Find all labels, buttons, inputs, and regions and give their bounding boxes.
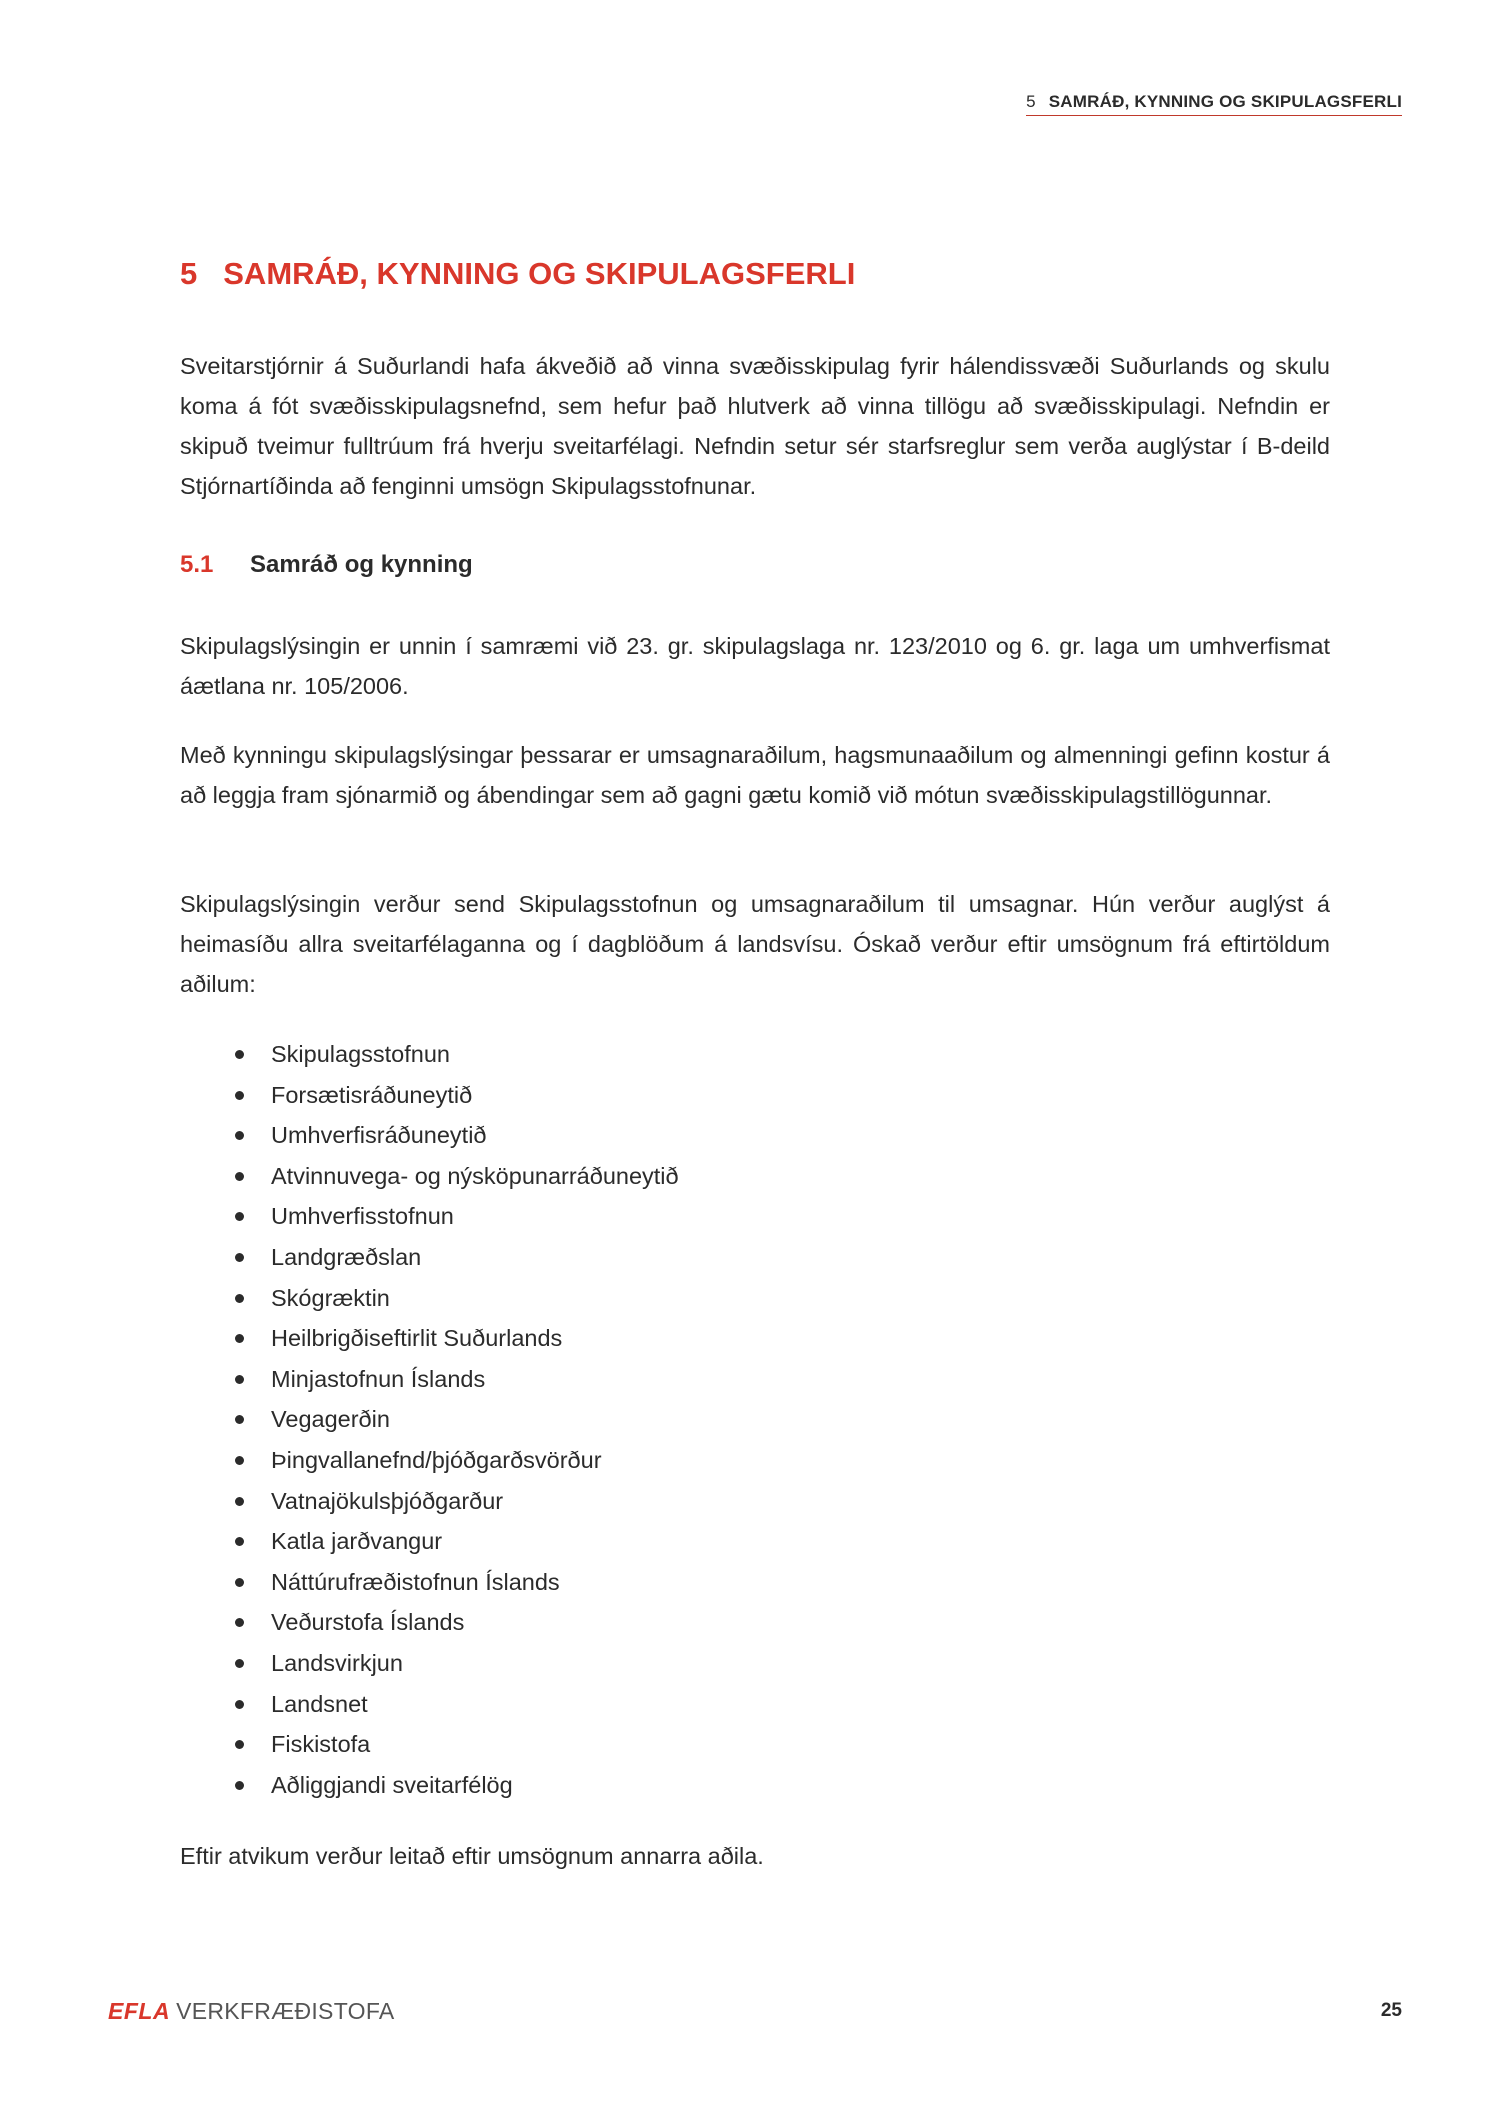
list-item: Vegagerðin: [180, 1399, 679, 1440]
running-header-title: SAMRÁÐ, KYNNING OG SKIPULAGSFERLI: [1048, 92, 1402, 111]
list-item: Landgræðslan: [180, 1237, 679, 1278]
list-item: Veðurstofa Íslands: [180, 1602, 679, 1643]
section-number: 5: [180, 256, 198, 291]
page-number: 25: [1380, 2000, 1402, 2021]
closing-paragraph: Eftir atvikum verður leitað eftir umsögnum annarra aðila.: [180, 1843, 764, 1869]
list-item: Þingvallanefnd/þjóðgarðsvörður: [180, 1440, 679, 1481]
list-item: Landsnet: [180, 1684, 679, 1725]
list-item: Katla jarðvangur: [180, 1521, 679, 1562]
list-item: Skipulagsstofnun: [180, 1034, 679, 1075]
list-item: Skógræktin: [180, 1278, 679, 1319]
list-item: Umhverfisráðuneytið: [180, 1115, 679, 1156]
list-item: Vatnajökulsþjóðgarður: [180, 1481, 679, 1522]
footer-logo: [108, 1998, 395, 2025]
subsection-heading: [180, 551, 473, 579]
paragraph-legal-basis: Skipulagslýsingin er unnin í samræmi við 23. gr. skipulagslaga nr. 123/2010 og 6. gr. laga um umhverfismat áætlana nr. 105/2006.: [180, 633, 1330, 699]
subsection-number: 5.1: [180, 551, 214, 578]
intro-paragraph: Sveitarstjórnir á Suðurlandi hafa ákveðið að vinna svæðisskipulag fyrir hálendissvæði Suðurlands og skulu koma á fót svæðisskipulagsnefnd, sem hefur það hlutverk að vinna tillögu að svæðisskipulagi. Nefndin er skipuð tveimur fulltrúum frá hverju sveitarfélagi. Nefndin setur sér starfsreglur sem verða auglýstar í B-deild Stjórnartíðinda að fenginni umsögn Skipulagsstofnunar.: [180, 353, 1330, 499]
list-item: Fiskistofa: [180, 1724, 679, 1765]
list-item: Aðliggjandi sveitarfélög: [180, 1765, 679, 1806]
paragraph-review: Skipulagslýsingin verður send Skipulagsstofnun og umsagnaraðilum til umsagnar. Hún verður auglýst á heimasíðu allra sveitarfélaganna og í dagblöðum á landsvísu. Óskað verður eftir umsögnum frá eftirtöldum aðilum:: [180, 891, 1330, 997]
list-item: Landsvirkjun: [180, 1643, 679, 1684]
paragraph-consultation: Með kynningu skipulagslýsingar þessarar er umsagnaraðilum, hagsmunaaðilum og almenningi gefinn kostur á að leggja fram sjónarmið og ábendingar sem að gagni gætu komið við mótun svæðisskipulagstillögunnar.: [180, 742, 1330, 808]
section-title: SAMRÁÐ, KYNNING OG SKIPULAGSFERLI: [223, 256, 856, 291]
running-header-number: 5: [1026, 92, 1036, 111]
list-item: Umhverfisstofnun: [180, 1196, 679, 1237]
stakeholder-list: [180, 1034, 679, 1805]
list-item: Forsætisráðuneytið: [180, 1075, 679, 1116]
subsection-title: Samráð og kynning: [250, 551, 473, 578]
running-header: [1026, 92, 1402, 116]
list-item: Atvinnuvega- og nýsköpunarráðuneytið: [180, 1156, 679, 1197]
list-item: Heilbrigðiseftirlit Suðurlands: [180, 1318, 679, 1359]
list-item: Minjastofnun Íslands: [180, 1359, 679, 1400]
brand-subtitle: VERKFRÆÐISTOFA: [176, 1998, 395, 2024]
list-item: Náttúrufræðistofnun Íslands: [180, 1562, 679, 1603]
brand-name: EFLA: [108, 1998, 171, 2024]
section-heading: [180, 256, 855, 292]
